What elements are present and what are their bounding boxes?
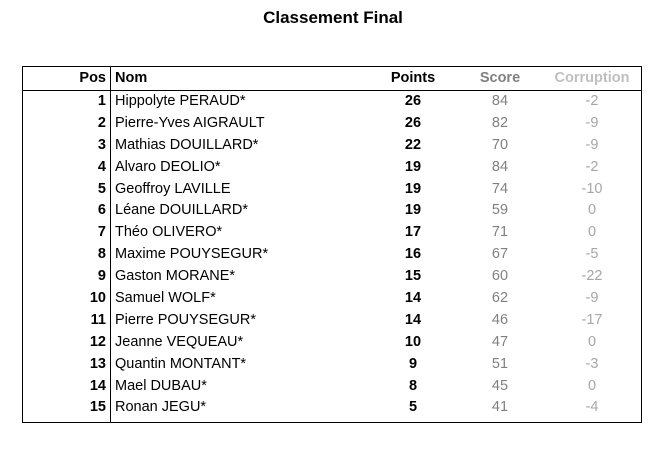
- cell-pos: 2: [97, 114, 106, 131]
- cell-score: 84: [491, 158, 509, 175]
- cell-score: 67: [491, 246, 509, 263]
- cell-pos: 15: [89, 399, 106, 416]
- cell-nom: Maxime POUYSEGUR*: [115, 246, 269, 263]
- cell-corruption: -10: [581, 180, 603, 197]
- cell-nom: Mathias DOUILLARD*: [115, 136, 259, 153]
- cell-pos: 8: [97, 246, 106, 263]
- cell-pos: 10: [89, 290, 106, 307]
- table-row: [23, 200, 641, 222]
- table-row: [23, 397, 641, 419]
- cell-nom: Pierre-Yves AIGRAULT: [115, 114, 265, 131]
- cell-corruption: -22: [581, 268, 603, 285]
- cell-score: 71: [491, 224, 509, 241]
- table-row: [23, 310, 641, 332]
- cell-corruption: -2: [585, 158, 599, 175]
- cell-score: 47: [491, 333, 509, 350]
- table-row: [23, 113, 641, 135]
- cell-nom: Jeanne VEQUEAU*: [115, 333, 244, 350]
- cell-score: 41: [491, 399, 509, 416]
- cell-nom: Théo OLIVERO*: [115, 224, 223, 241]
- cell-score: 82: [491, 114, 509, 131]
- cell-nom: Geoffroy LAVILLE: [115, 180, 231, 197]
- cell-nom: Léane DOUILLARD*: [115, 202, 248, 219]
- cell-pos: 1: [97, 93, 106, 109]
- cell-points: 14: [404, 290, 422, 307]
- cell-corruption: -2: [585, 93, 599, 109]
- cell-points: 14: [404, 311, 422, 328]
- table-row: [23, 332, 641, 354]
- cell-points: 15: [404, 268, 422, 285]
- table-header: [23, 67, 641, 91]
- cell-points: 26: [404, 93, 422, 109]
- header-score: Score: [479, 70, 521, 86]
- cell-corruption: -17: [581, 311, 603, 328]
- cell-corruption: -9: [585, 114, 599, 131]
- cell-corruption: 0: [587, 224, 597, 241]
- cell-nom: Alvaro DEOLIO*: [115, 158, 221, 175]
- header-points: Points: [390, 70, 436, 86]
- cell-pos: 3: [97, 136, 106, 153]
- table-row: [23, 157, 641, 179]
- cell-points: 10: [404, 333, 422, 350]
- cell-score: 59: [491, 202, 509, 219]
- cell-corruption: 0: [587, 377, 597, 394]
- cell-points: 26: [404, 114, 422, 131]
- cell-corruption: -9: [585, 290, 599, 307]
- cell-corruption: -5: [585, 246, 599, 263]
- table-row: [23, 376, 641, 398]
- cell-corruption: -3: [585, 355, 599, 372]
- cell-nom: Hippolyte PERAUD*: [115, 93, 246, 109]
- header-corruption: Corruption: [554, 70, 630, 86]
- cell-corruption: -9: [585, 136, 599, 153]
- cell-points: 5: [408, 399, 418, 416]
- cell-points: 9: [408, 355, 418, 372]
- header-pos: Pos: [79, 70, 106, 86]
- page-title: Classement Final: [263, 8, 403, 27]
- standings-table: [22, 66, 642, 423]
- cell-nom: Samuel WOLF*: [115, 290, 216, 307]
- table-row: [23, 135, 641, 157]
- table-row: [23, 91, 641, 113]
- cell-score: 45: [491, 377, 509, 394]
- cell-pos: 12: [89, 333, 106, 350]
- cell-points: 8: [408, 377, 418, 394]
- cell-nom: Gaston MORANE*: [115, 268, 236, 285]
- cell-pos: 11: [90, 311, 106, 328]
- cell-pos: 14: [89, 377, 106, 394]
- cell-nom: Quantin MONTANT*: [115, 355, 247, 372]
- cell-points: 19: [404, 180, 422, 197]
- cell-score: 84: [491, 93, 509, 109]
- table-row: [23, 179, 641, 201]
- table-row: [23, 244, 641, 266]
- cell-nom: Pierre POUYSEGUR*: [115, 311, 257, 328]
- cell-pos: 5: [97, 180, 106, 197]
- cell-nom: Mael DUBAU*: [115, 377, 207, 394]
- table-row: [23, 354, 641, 376]
- header-nom: Nom: [115, 70, 148, 86]
- cell-points: 19: [404, 202, 422, 219]
- cell-score: 46: [491, 311, 509, 328]
- cell-corruption: 0: [587, 333, 597, 350]
- cell-pos: 7: [97, 224, 106, 241]
- cell-corruption: -4: [585, 399, 599, 416]
- cell-score: 60: [491, 268, 509, 285]
- cell-points: 17: [404, 224, 422, 241]
- cell-score: 74: [491, 180, 509, 197]
- cell-pos: 6: [97, 202, 106, 219]
- table-body: [23, 91, 641, 422]
- cell-points: 22: [404, 136, 422, 153]
- cell-nom: Ronan JEGU*: [115, 399, 207, 416]
- table-row: [23, 288, 641, 310]
- cell-points: 19: [404, 158, 422, 175]
- cell-score: 62: [491, 290, 509, 307]
- cell-pos: 4: [97, 158, 106, 175]
- table-row: [23, 266, 641, 288]
- cell-points: 16: [404, 246, 422, 263]
- cell-corruption: 0: [587, 202, 597, 219]
- cell-pos: 13: [89, 355, 106, 372]
- cell-score: 51: [491, 355, 509, 372]
- table-row: [23, 222, 641, 244]
- cell-score: 70: [491, 136, 509, 153]
- cell-pos: 9: [97, 268, 106, 285]
